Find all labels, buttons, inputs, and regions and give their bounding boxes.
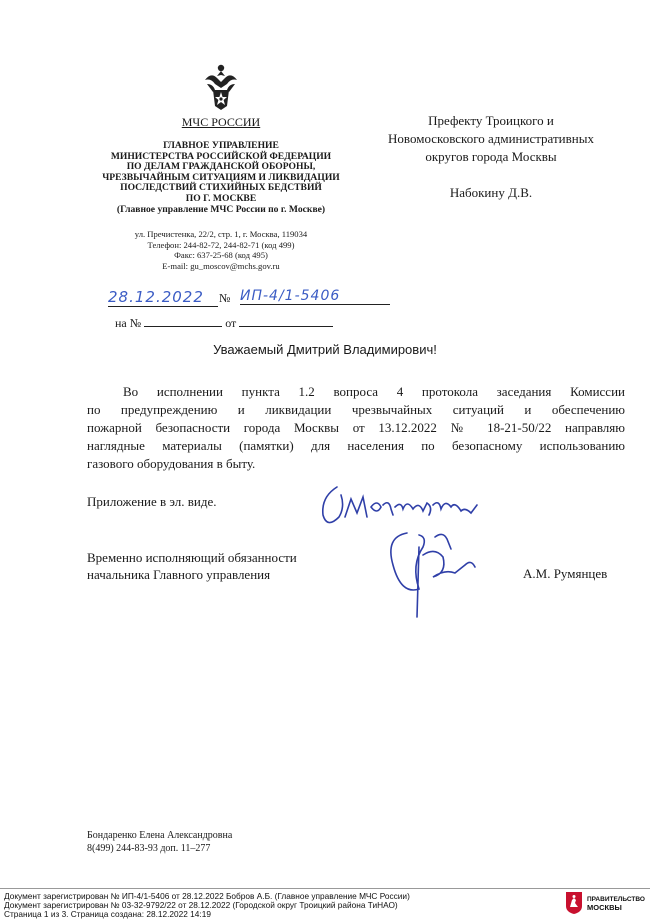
gov-label-bottom: МОСКВЫ: [587, 903, 622, 912]
body-line: наглядные материалы (памятки) для населения по безопасному использованию: [87, 438, 625, 453]
addressee-line: Префекту Троицкого и: [428, 113, 554, 128]
body-line: газового оборудования в быту.: [87, 456, 256, 471]
org-contacts: [95, 229, 347, 271]
addressee-line: округов города Москвы: [425, 149, 557, 164]
reference-number-blank: [144, 316, 222, 327]
reference-date-blank: [239, 316, 333, 327]
body-line: Во исполнении пункта 1.2 вопроса 4 протокола заседания Комиссии: [123, 384, 625, 399]
registration-stamp: [4, 892, 410, 919]
signer-name: А.М. Румянцев: [523, 566, 608, 581]
gov-label-top: ПРАВИТЕЛЬСТВО: [587, 896, 645, 903]
addressee: [356, 112, 626, 202]
registration-date: 28.12.2022: [108, 288, 218, 307]
body-line: пожарной безопасности города Москвы от 13.12.2022 № 18-21-50/22 направляю: [87, 420, 625, 435]
moscow-coat-of-arms-icon: [566, 892, 582, 914]
footer-divider: [0, 888, 650, 889]
registration-number: ИП-4/1-5406: [240, 288, 390, 305]
org-line: (Главное управление МЧС России по г. Москве): [116, 203, 326, 215]
addressee-line: Новомосковского административных: [388, 131, 594, 146]
org-short-name: МЧС РОССИИ: [181, 115, 261, 129]
org-line: МИНИСТЕРСТВА РОССИЙСКОЙ ФЕДЕРАЦИИ: [110, 150, 332, 162]
executor-name: Бондаренко Елена Александровна: [87, 830, 233, 841]
reference-row: [115, 316, 333, 331]
mchs-emblem-icon: [201, 62, 241, 112]
fax: Факс: 637-25-68 (код 495): [174, 250, 268, 261]
reference-from-label: от: [225, 316, 237, 330]
salutation: Уважаемый Дмитрий Владимирович!: [213, 342, 437, 357]
reference-label: на №: [115, 316, 142, 330]
registration-row: [108, 288, 398, 308]
org-line: ПО Г. МОСКВЕ: [185, 192, 257, 204]
body-line: по предупреждению и ликвидации чрезвычайных ситуаций и обеспечению: [87, 402, 625, 417]
signer-title-line: начальника Главного управления: [87, 567, 271, 582]
executor: [87, 829, 232, 855]
phone: Телефон: 244-82-72, 244-82-71 (код 499): [147, 239, 295, 250]
letter-body: [87, 383, 625, 473]
handwritten-signature: [315, 477, 495, 627]
email: E-mail: gu_moscov@mchs.gov.ru: [162, 260, 280, 271]
executor-phone: 8(499) 244-83-93 доп. 11–277: [87, 843, 211, 854]
stamp-line: Документ зарегистрирован № ИП-4/1-5406 от 28.12.2022 Бобров А.Б. (Главное управление МЧС России): [4, 891, 410, 901]
org-line: ГЛАВНОЕ УПРАВЛЕНИЕ: [163, 140, 279, 151]
address: ул. Пречистенка, 22/2, стр. 1, г. Москва, 119034: [134, 229, 308, 239]
addressee-name: Набокину Д.В.: [449, 185, 533, 200]
org-line: ПОСЛЕДСТВИЙ СТИХИЙНЫХ БЕДСТВИЙ: [120, 182, 322, 194]
org-line: ЧРЕЗВЫЧАЙНЫМ СИТУАЦИЯМ И ЛИКВИДАЦИИ: [102, 171, 340, 183]
org-full-name: [95, 141, 347, 215]
stamp-line: Страница 1 из 3. Страница создана: 28.12.2022 14:19: [4, 909, 211, 919]
registration-no-label: №: [219, 291, 231, 305]
gov-label: [587, 896, 645, 912]
attachment-note: Приложение в эл. виде.: [87, 494, 217, 509]
signer-title-line: Временно исполняющий обязанности: [87, 550, 297, 565]
signer-title: [87, 549, 297, 583]
org-line: ПО ДЕЛАМ ГРАЖДАНСКОЙ ОБОРОНЫ,: [126, 161, 316, 173]
stamp-line: Документ зарегистрирован № 03-32-9792/22 от 28.12.2022 (Городской округ Троицкий района ТиНАО): [4, 900, 398, 910]
